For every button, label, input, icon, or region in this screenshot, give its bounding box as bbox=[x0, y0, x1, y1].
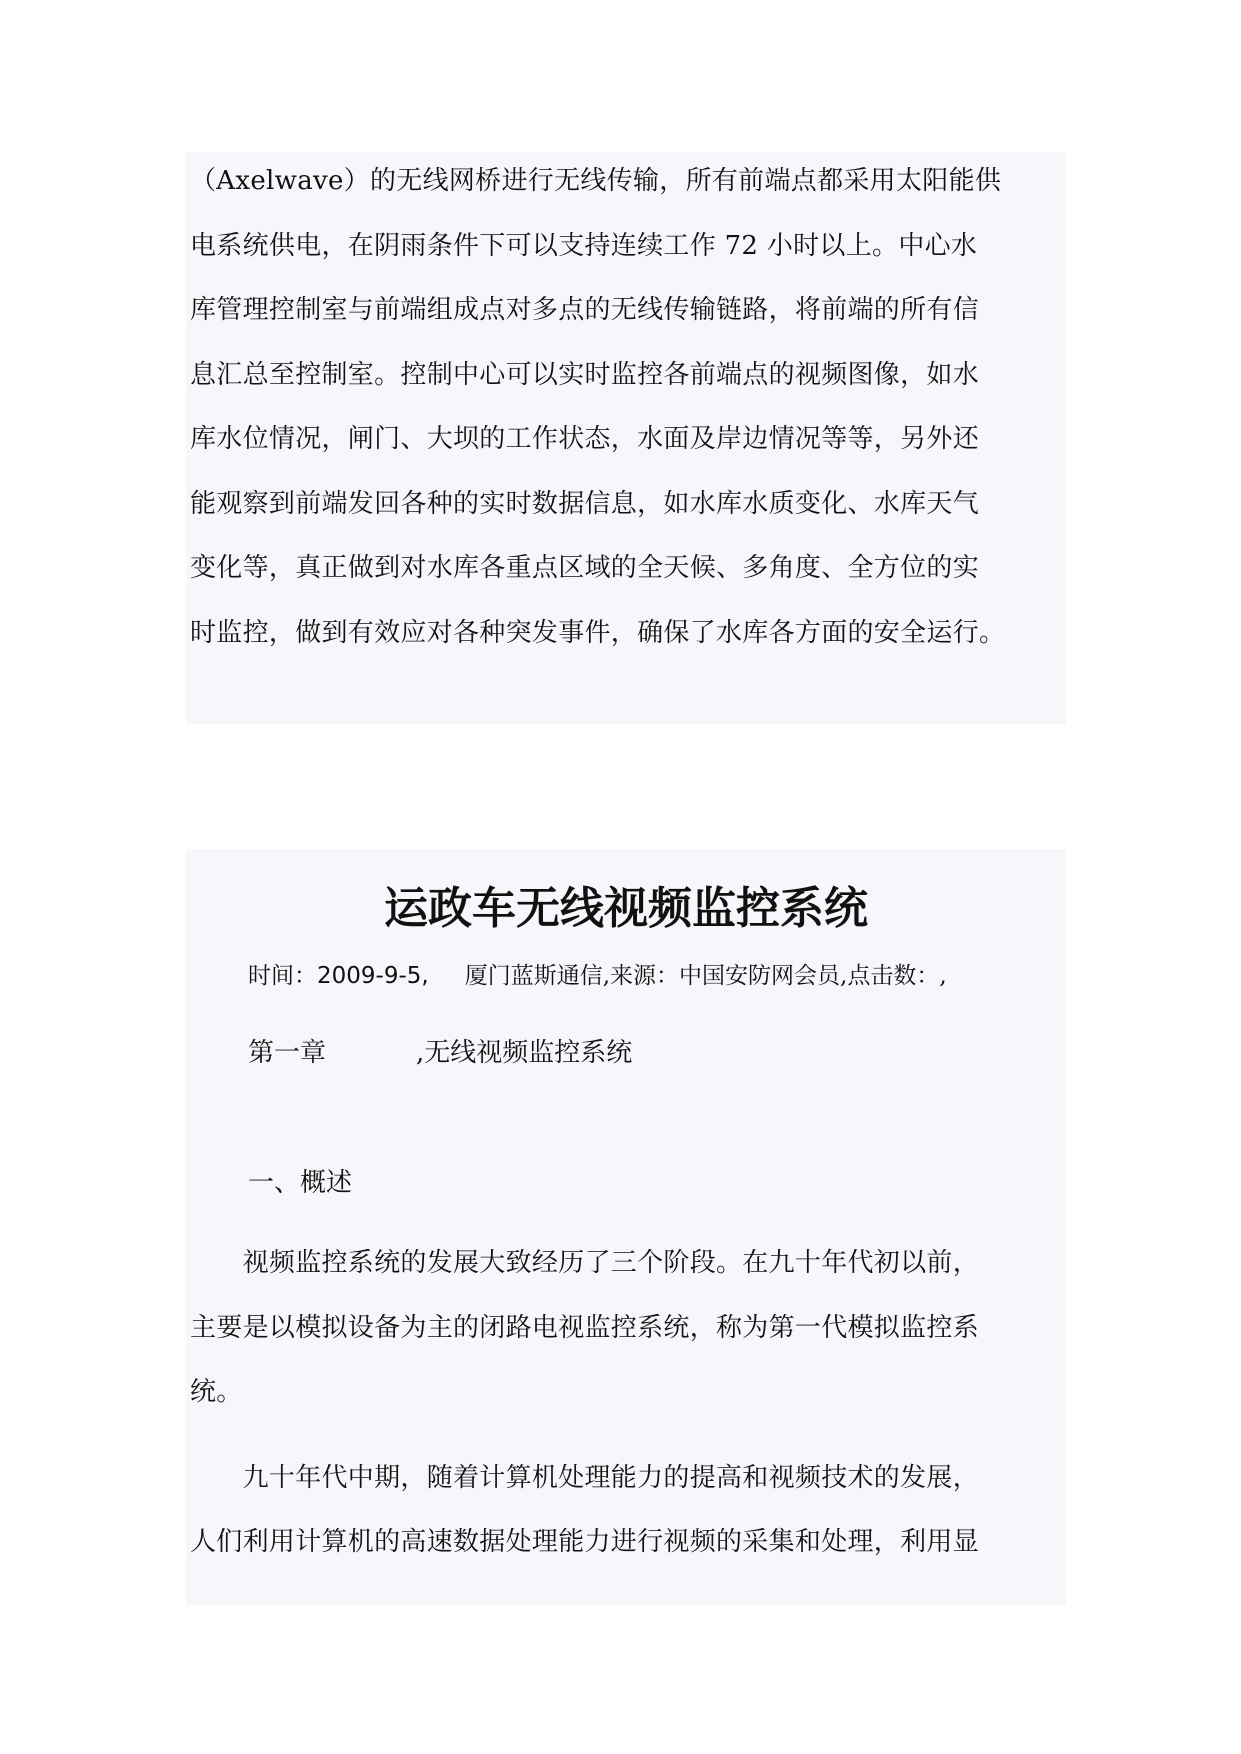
text-line: 人们利用计算机的高速数据处理能力进行视频的采集和处理，利用显 bbox=[190, 1527, 980, 1557]
text-line: 九十年代中期，随着计算机处理能力的提高和视频技术的发展， bbox=[190, 1463, 980, 1493]
meta-source: 厦门蓝斯通信,来源：中国安防网会员,点击数：, bbox=[464, 963, 947, 989]
text-line: 视频监控系统的发展大致经历了三个阶段。在九十年代初以前， bbox=[190, 1248, 980, 1278]
article-block bbox=[186, 849, 1066, 1605]
text-line: 变化等，真正做到对水库各重点区域的全天候、多角度、全方位的实 bbox=[190, 553, 980, 583]
text-line: 时监控，做到有效应对各种突发事件，确保了水库各方面的安全运行。 bbox=[190, 618, 1006, 648]
text-line: 能观察到前端发回各种的实时数据信息，如水库水质变化、水库天气 bbox=[190, 489, 980, 519]
text-line: 主要是以模拟设备为主的闭路电视监控系统，称为第一代模拟监控系 bbox=[190, 1313, 980, 1343]
chapter-heading bbox=[248, 1036, 632, 1070]
section-heading: 一、概述 bbox=[248, 1168, 353, 1198]
text-line: 库管理控制室与前端组成点对多点的无线传输链路，将前端的所有信 bbox=[190, 295, 980, 325]
text-block-wireless-bridge bbox=[186, 152, 1066, 724]
text-line: （Axelwave）的无线网桥进行无线传输，所有前端点都采用太阳能供 bbox=[190, 166, 1002, 196]
chapter-title: ,无线视频监控系统 bbox=[416, 1038, 633, 1068]
publish-date: 2009-9-5, bbox=[317, 963, 429, 989]
article-title: 运政车无线视频监控系统 bbox=[384, 883, 868, 934]
article-meta bbox=[248, 959, 947, 993]
text-line: 电系统供电，在阴雨条件下可以支持连续工作 72 小时以上。中心水 bbox=[190, 231, 978, 261]
chapter-number: 第一章 bbox=[248, 1038, 327, 1068]
text-line: 库水位情况，闸门、大坝的工作状态，水面及岸边情况等等，另外还 bbox=[190, 424, 980, 454]
text-line: 统。 bbox=[190, 1377, 243, 1407]
time-label: 时间： bbox=[248, 963, 317, 989]
text-line: 息汇总至控制室。控制中心可以实时监控各前端点的视频图像，如水 bbox=[190, 360, 980, 390]
